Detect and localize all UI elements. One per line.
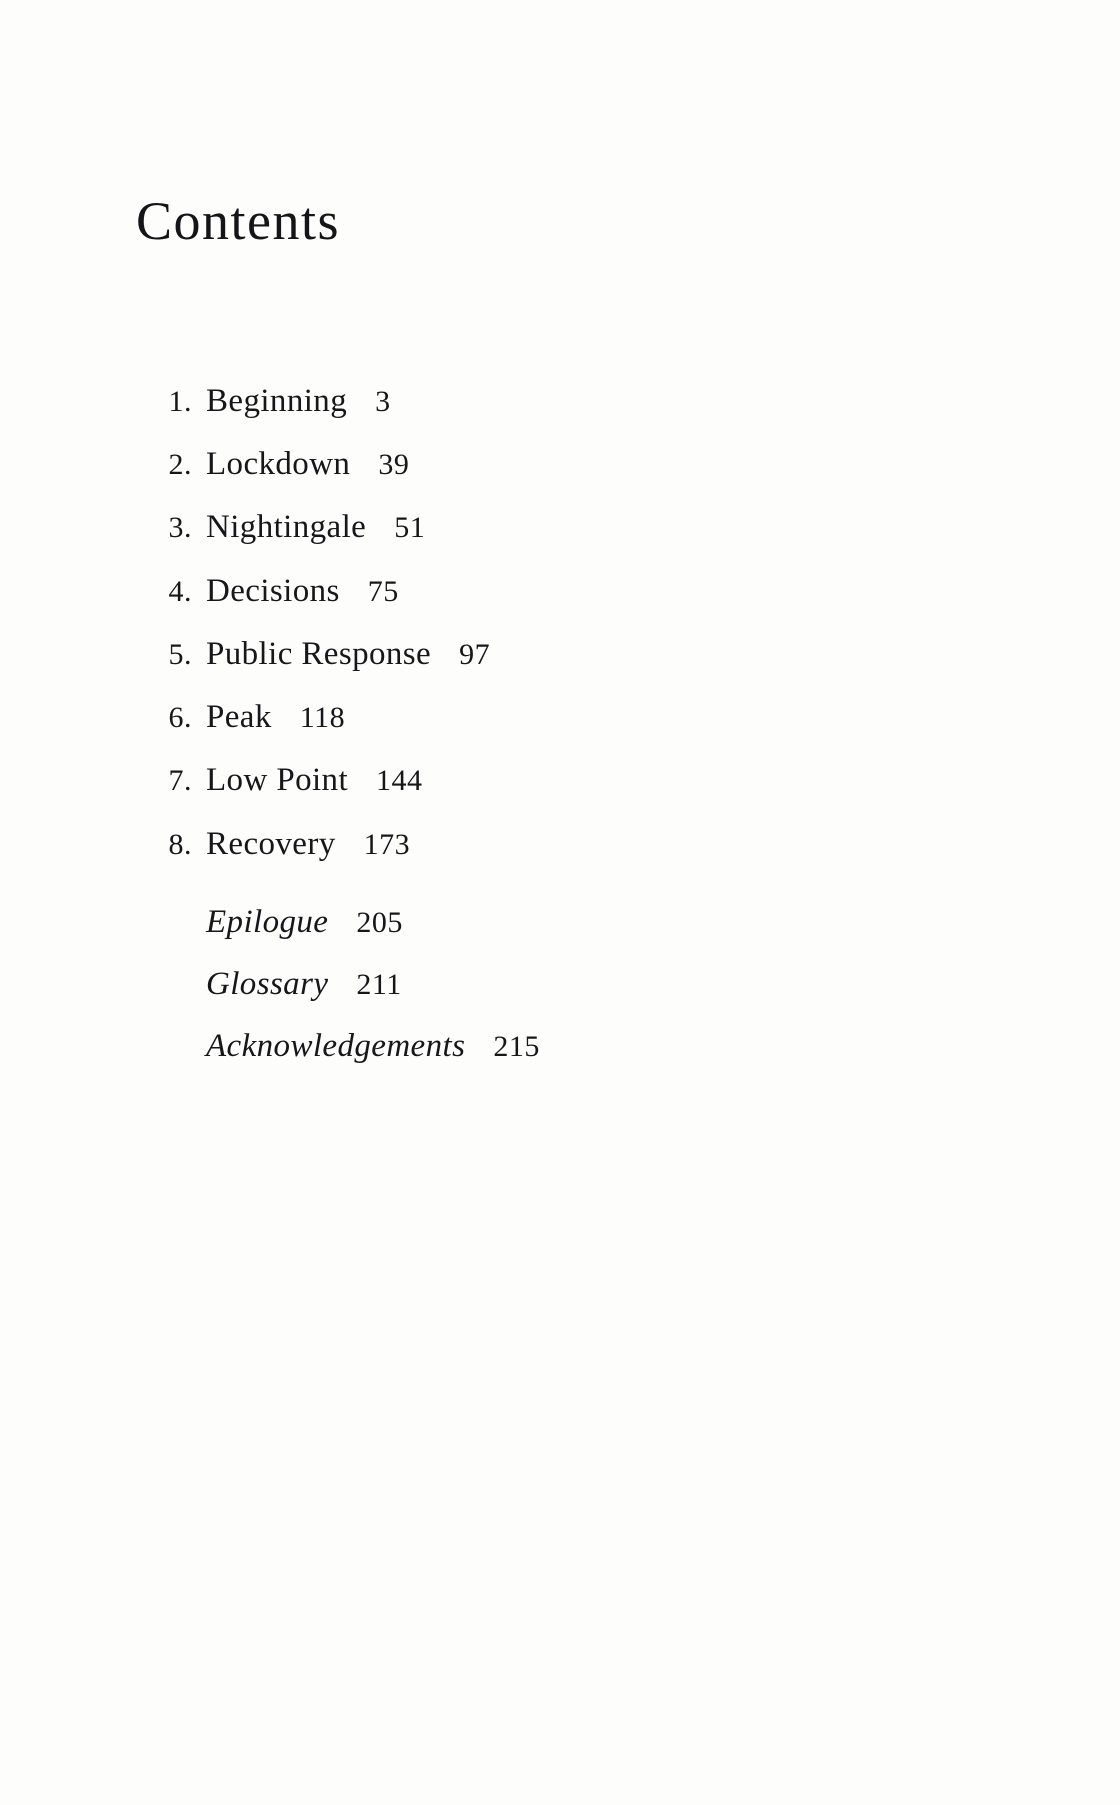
chapter-title: Low Point <box>206 762 349 799</box>
list-item[interactable] <box>148 1025 848 1067</box>
list-item[interactable] <box>148 759 848 801</box>
chapter-page-number: 144 <box>376 764 423 798</box>
list-item[interactable] <box>148 823 848 865</box>
chapter-number: 2. <box>168 448 192 482</box>
chapter-number: 3. <box>168 511 192 545</box>
list-item[interactable] <box>148 901 848 943</box>
chapter-title: Beginning <box>206 383 348 419</box>
table-of-contents <box>148 380 848 1088</box>
list-item[interactable] <box>148 380 848 422</box>
chapter-number: 5. <box>168 637 192 671</box>
chapter-page-number: 173 <box>363 827 411 861</box>
chapter-page-number: 118 <box>299 701 346 735</box>
chapter-title: Decisions <box>206 572 340 609</box>
list-item[interactable] <box>148 570 848 612</box>
section-page-number: 205 <box>356 905 403 939</box>
chapter-title: Nightingale <box>206 509 367 546</box>
chapter-number: 8. <box>168 827 192 861</box>
chapter-page-number: 51 <box>394 511 426 545</box>
section-title: Glossary <box>206 966 329 1003</box>
chapter-title: Peak <box>206 699 272 736</box>
back-matter-group <box>148 901 848 1068</box>
chapter-number: 1. <box>168 385 192 418</box>
chapter-page-number: 39 <box>378 448 410 482</box>
chapter-number: 7. <box>168 764 192 798</box>
section-title: Epilogue <box>206 903 329 940</box>
section-page-number: 215 <box>493 1030 540 1064</box>
page-title: Contents <box>136 191 341 251</box>
chapter-title: Lockdown <box>206 446 351 483</box>
chapter-page-number: 97 <box>459 637 491 671</box>
chapter-page-number: 3 <box>375 385 391 418</box>
list-item[interactable] <box>148 443 848 485</box>
list-item[interactable] <box>148 696 848 738</box>
section-title: Acknowledgements <box>206 1028 466 1065</box>
chapter-page-number: 75 <box>367 574 399 608</box>
list-item[interactable] <box>148 633 848 675</box>
section-page-number: 211 <box>356 968 402 1002</box>
list-item[interactable] <box>148 963 848 1005</box>
chapter-title: Public Response <box>206 635 432 672</box>
chapter-number: 4. <box>168 574 192 608</box>
chapter-number: 6. <box>168 701 192 735</box>
list-item[interactable] <box>148 506 848 548</box>
chapter-title: Recovery <box>206 825 336 862</box>
